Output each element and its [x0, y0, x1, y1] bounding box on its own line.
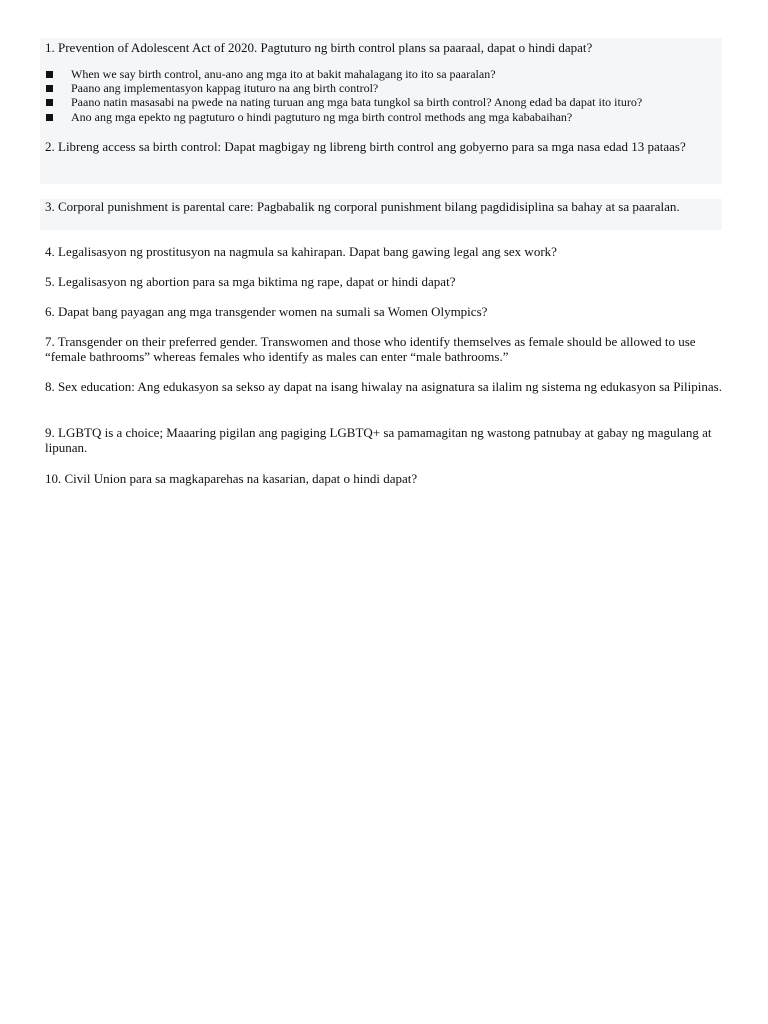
question-10: 10. Civil Union para sa magkaparehas na kasarian, dapat o hindi dapat? — [45, 471, 418, 486]
subpoint-4 — [45, 111, 722, 124]
subpoint-1-text: When we say birth control, anu-ano ang mga ito at bakit mahalagang ito ito sa paaralan? — [71, 67, 496, 81]
question-8-block — [40, 379, 722, 394]
question-6: 6. Dapat bang payagan ang mga transgender women na sumali sa Women Olympics? — [45, 304, 488, 319]
question-5-block — [40, 274, 722, 289]
question-7: 7. Transgender on their preferred gender. Transwomen and those who identify themselves as female should be allowed to use “female bathrooms” whereas females who identify as males can enter “male bathrooms.” — [45, 334, 696, 364]
question-4-block — [40, 244, 722, 259]
subpoint-1 — [45, 68, 722, 81]
question-8: 8. Sex education: Ang edukasyon sa sekso ay dapat na isang hiwalay na asignatura sa ilalim ng sistema ng edukasyon sa Pilipinas. — [45, 379, 722, 394]
question-4: 4. Legalisasyon ng prostitusyon na nagmula sa kahirapan. Dapat bang gawing legal ang sex work? — [45, 244, 557, 259]
subpoint-4-text: Ano ang mga epekto ng pagtuturo o hindi pagtuturo ng mga birth control methods ang mga kababaihan? — [71, 110, 573, 124]
subpoint-3-text: Paano natin masasabi na pwede na nating turuan ang mga bata tungkol sa birth control? Anong edad ba dapat ito ituro? — [71, 95, 643, 109]
question-6-block — [40, 304, 722, 319]
subpoint-3 — [45, 96, 722, 109]
square-bullet-icon — [46, 114, 53, 121]
subpoint-2-text: Paano ang implementasyon kappag ituturo na ang birth control? — [71, 81, 379, 95]
question-9-block — [40, 425, 722, 455]
question-3: 3. Corporal punishment is parental care: Pagbabalik ng corporal punishment bilang pagdidisiplina sa bahay at sa paaralan. — [45, 199, 680, 214]
square-bullet-icon — [46, 71, 53, 78]
question-9: 9. LGBTQ is a choice; Maaaring pigilan ang pagiging LGBTQ+ sa pamamagitan ng wastong patnubay at gabay ng magulang at lipunan. — [45, 425, 712, 455]
question-1-subpoints — [45, 68, 722, 124]
question-1: 1. Prevention of Adolescent Act of 2020. Pagtuturo ng birth control plans sa paaraal, dapat o hindi dapat? — [45, 40, 593, 55]
square-bullet-icon — [46, 99, 53, 106]
question-1-block — [40, 38, 722, 184]
subpoint-2 — [45, 82, 722, 95]
question-2: 2. Libreng access sa birth control: Dapat magbigay ng libreng birth control ang gobyerno para sa mga nasa edad 13 pataas? — [45, 139, 686, 154]
question-7-block — [40, 334, 722, 364]
question-5: 5. Legalisasyon ng abortion para sa mga biktima ng rape, dapat or hindi dapat? — [45, 274, 456, 289]
question-10-block — [40, 471, 722, 486]
question-3-block — [40, 199, 722, 230]
square-bullet-icon — [46, 85, 53, 92]
